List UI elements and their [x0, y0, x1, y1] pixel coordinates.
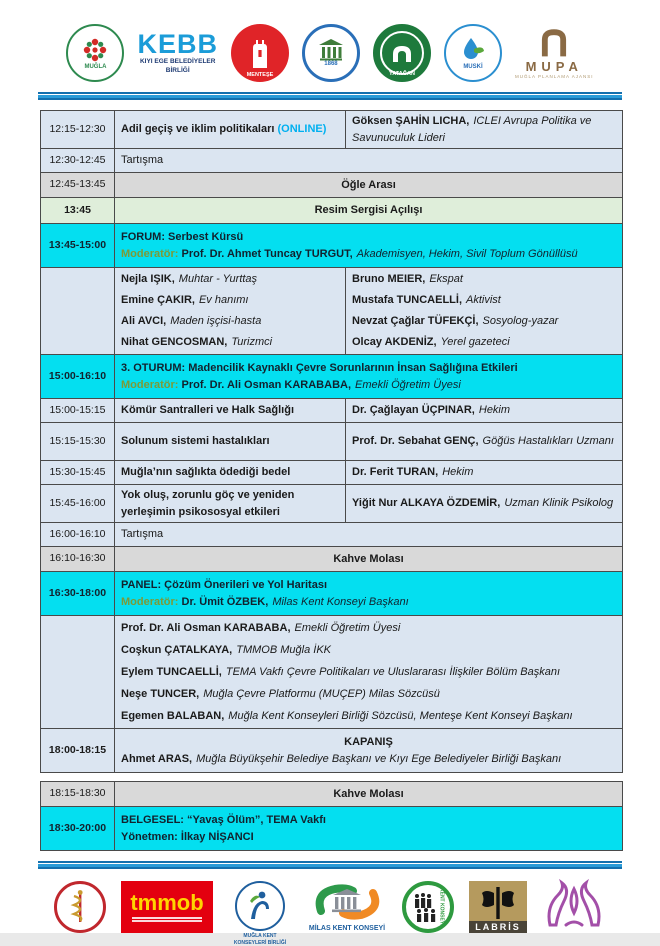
- tmmob-smallprint: [132, 917, 202, 922]
- tmmob-badge: [121, 881, 213, 933]
- time-cell: 12:45-13:45: [41, 173, 115, 198]
- kebb-subtitle-2: BİRLİĞİ: [165, 66, 190, 74]
- speaker-cell: [346, 111, 623, 149]
- time-cell: 16:10-16:30: [41, 547, 115, 572]
- closing-speaker: Ahmet ARAS, Muğla Büyükşehir Belediye Başkanı ve Kıyı Ege Belediyeler Birliği Başkanı: [121, 752, 562, 765]
- table-row: [41, 149, 623, 173]
- table-row: [41, 399, 623, 423]
- time-cell: 12:15-12:30: [41, 111, 115, 149]
- speaker-name: Göksen ŞAHİN LICHA,: [352, 115, 470, 127]
- mugla-kent-konseyleri-birligi-logo: [228, 881, 292, 946]
- speaker-cell: Dr. Ferit TURAN, Hekim: [346, 461, 623, 485]
- time-cell: 18:30-20:00: [41, 807, 115, 851]
- session-cell: [115, 224, 623, 268]
- purple-emblem-logo: [542, 881, 606, 933]
- moderator-label: Moderatör:: [121, 378, 179, 391]
- caduceus-icon: [54, 881, 106, 933]
- kebb-wordmark: KEBB: [137, 29, 218, 60]
- time-cell: [41, 616, 115, 729]
- milas-belediyesi-logo: [302, 24, 360, 82]
- mugla-buyuksehir-emblem-icon: [66, 24, 124, 82]
- muski-logo: [444, 24, 502, 82]
- temple-icon: [318, 39, 344, 61]
- table-row: [41, 461, 623, 485]
- tmmob-wordmark: tmmob: [130, 890, 204, 915]
- kebb-subtitle-1: KIYI EGE BELEDİYELER: [139, 58, 216, 66]
- time-cell: 15:30-15:45: [41, 461, 115, 485]
- milas-kent-konseyi-label: MİLAS KENT KONSEYİ: [308, 925, 386, 932]
- speaker-cell: Prof. Dr. Sebahat GENÇ, Göğüs Hastalıkları Uzmanı: [346, 423, 623, 461]
- time-cell: 15:45-16:00: [41, 485, 115, 523]
- documentary-row: [41, 807, 623, 851]
- moderator-label: Moderatör:: [121, 595, 179, 608]
- moderator-role: Milas Kent Konseyi Başkanı: [272, 595, 409, 608]
- session-cell: [115, 572, 623, 616]
- mentese-label: MENTEŞE: [246, 72, 274, 78]
- forum-speakers-right: Bruno MEIER, Ekspat Mustafa TUNCAELLİ, Aktivist Nevzat Çağlar TÜFEKÇİ, Sosyolog-yazar Olcay AKDENİZ, Yerel gazeteci: [346, 268, 623, 355]
- time-cell: 15:15-15:30: [41, 423, 115, 461]
- topic-cell: Muğla’nın sağlıkta ödediği bedel: [115, 461, 346, 485]
- time-cell: 18:15-18:30: [41, 782, 115, 807]
- moderator-name: Prof. Dr. Ali Osman KARABABA,: [181, 378, 352, 391]
- agenda-table: [40, 110, 623, 773]
- arcs-temple-icon: [307, 881, 387, 923]
- time-cell: 15:00-16:10: [41, 355, 115, 399]
- forum-speakers-left: Nejla IŞIK, Muhtar - Yurttaş Emine ÇAKIR, Ev hanımı Ali AVCI, Maden işçisi-hasta Nihat GENCOSMAN, Turizmci: [115, 268, 346, 355]
- event-row: [41, 198, 623, 224]
- time-cell: 13:45-15:00: [41, 224, 115, 268]
- time-cell: [41, 268, 115, 355]
- session-title: PANEL: Çözüm Önerileri ve Yol Haritası: [121, 579, 327, 591]
- yatagan-emblem-icon: [373, 24, 431, 82]
- mugla-tabip-odasi-logo: [54, 881, 106, 933]
- break-row: [41, 782, 623, 807]
- time-cell: 16:00-16:10: [41, 523, 115, 547]
- event-label: Resim Sergisi Açılışı: [115, 198, 623, 224]
- ornate-swirl-icon: [542, 881, 606, 933]
- time-cell: 12:30-12:45: [41, 149, 115, 173]
- topic-text: Adil geçiş ve iklim politikaları: [121, 123, 275, 136]
- yatagan-label: YATAĞAN: [389, 71, 415, 77]
- moderator-role: Emekli Öğretim Üyesi: [355, 378, 461, 391]
- milas-year-label: 1868: [324, 61, 338, 67]
- topic-cell: Yok oluş, zorunlu göç ve yeniden yerleşimin psikososyal etkileri: [115, 485, 346, 523]
- people-icon: [402, 881, 454, 933]
- forum-speakers-row: [41, 268, 623, 355]
- discussion-cell: Tartışma: [115, 149, 623, 173]
- evening-table: [40, 781, 623, 851]
- rosette-icon: [82, 37, 108, 63]
- moderator-label: Moderatör:: [121, 247, 179, 260]
- panelists-cell: Prof. Dr. Ali Osman KARABABA, Emekli Öğretim Üyesi Coşkun ÇATALKAYA, TMMOB Muğla İKK Eylem TUNCAELLİ, TEMA Vakfı Çevre Politikaları ve Uluslararası İlişkiler Bölüm Başkanı Neşe TUNCER, Muğla Çevre Platformu (MUÇEP) Milas Sözcüsü Egemen BALABAN, Muğla Kent Konseyleri Birliği Sözcüsü, Menteşe Kent Konseyi Başkanı: [115, 616, 623, 729]
- table-row: [41, 111, 623, 149]
- topic-cell: [115, 111, 346, 149]
- yatagan-belediyesi-logo: [373, 24, 431, 82]
- time-cell: 18:00-18:15: [41, 729, 115, 773]
- closing-cell: [115, 729, 623, 773]
- footer-logo-row: [0, 881, 660, 946]
- moderator-line: [121, 594, 616, 611]
- mupa-logo: [515, 28, 594, 79]
- table-row: [41, 523, 623, 547]
- documentary-director: Yönetmen: İlkay NİŞANCI: [121, 830, 254, 843]
- session-row: [41, 224, 623, 268]
- session-row: [41, 355, 623, 399]
- muski-emblem-icon: [444, 24, 502, 82]
- milas-kent-konseyi-logo: [307, 881, 387, 934]
- header-logo-row: [0, 0, 660, 88]
- figure-icon: [235, 881, 285, 931]
- mupa-subtitle: MUĞLA PLANLAMA AJANSI: [514, 73, 594, 79]
- time-cell: 16:30-18:00: [41, 572, 115, 616]
- milas-emblem-icon: [302, 24, 360, 82]
- kent-konseyi-label: KENT KONSEYİ: [438, 888, 445, 926]
- panelists-row: [41, 616, 623, 729]
- kebb-logo: [137, 31, 218, 75]
- mkkb-label: MUĞLA KENT KONSEYLERİ BİRLİĞİ: [233, 933, 287, 946]
- speaker-cell: Yiğit Nur ALKAYA ÖZDEMİR, Uzman Klinik Psikolog: [346, 485, 623, 523]
- session-row: [41, 572, 623, 616]
- mentese-belediyesi-logo: [231, 24, 289, 82]
- mugla-buyuksehir-belediyesi-logo: [66, 24, 124, 82]
- moderator-name: Prof. Dr. Ahmet Tuncay TURGUT,: [181, 247, 353, 260]
- topic-cell: Kömür Santralleri ve Halk Sağlığı: [115, 399, 346, 423]
- top-divider: [38, 92, 622, 100]
- table-row: [41, 423, 623, 461]
- muski-label: MUSKİ: [463, 63, 483, 70]
- water-drop-icon: [461, 37, 485, 63]
- bottom-divider: [38, 861, 622, 869]
- break-label: Öğle Arası: [115, 173, 623, 198]
- closing-title: KAPANIŞ: [344, 736, 393, 748]
- mugla-label: MUĞLA: [84, 63, 107, 70]
- documentary-cell: [115, 807, 623, 851]
- tmmob-logo: [121, 881, 213, 933]
- session-cell: [115, 355, 623, 399]
- speaker-role: ICLEI Avrupa Politika ve Savunuculuk Lideri: [352, 115, 592, 144]
- moderator-role: Akademisyen, Hekim, Sivil Toplum Gönüllüsü: [356, 247, 578, 260]
- break-row: [41, 173, 623, 198]
- kent-konseyi-green-logo: [402, 881, 454, 933]
- session-title: FORUM: Serbest Kürsü: [121, 231, 244, 243]
- time-cell: 13:45: [41, 198, 115, 224]
- break-label: Kahve Molası: [115, 547, 623, 572]
- moderator-line: [121, 246, 616, 263]
- mentese-emblem-icon: [231, 24, 289, 82]
- topic-cell: Solunum sistemi hastalıkları: [115, 423, 346, 461]
- mupa-wordmark: MUPA: [525, 58, 583, 74]
- tower-icon: [245, 36, 275, 70]
- session-title: 3. OTURUM: Madencilik Kaynaklı Çevre Sorunlarının İnsan Sağlığına Etkileri: [121, 362, 518, 374]
- omega-icon: [537, 28, 571, 58]
- documentary-title: BELGESEL: “Yavaş Ölüm”, TEMA Vakfı: [121, 814, 326, 826]
- break-row: [41, 547, 623, 572]
- arch-icon: [391, 44, 413, 62]
- speaker-cell: Dr. Çağlayan ÜÇPINAR, Hekim: [346, 399, 623, 423]
- labris-wordmark: LABRİS: [469, 921, 527, 933]
- yatagan-inner-ring: [380, 31, 424, 75]
- closing-row: [41, 729, 623, 773]
- labris-logo: [469, 881, 527, 933]
- online-badge: (ONLINE): [277, 123, 327, 136]
- labrys-axe-icon: [469, 881, 527, 933]
- break-label: Kahve Molası: [115, 782, 623, 807]
- moderator-name: Dr. Ümit ÖZBEK,: [181, 595, 269, 608]
- table-row: [41, 485, 623, 523]
- discussion-cell: Tartışma: [115, 523, 623, 547]
- time-cell: 15:00-15:15: [41, 399, 115, 423]
- moderator-line: [121, 377, 616, 394]
